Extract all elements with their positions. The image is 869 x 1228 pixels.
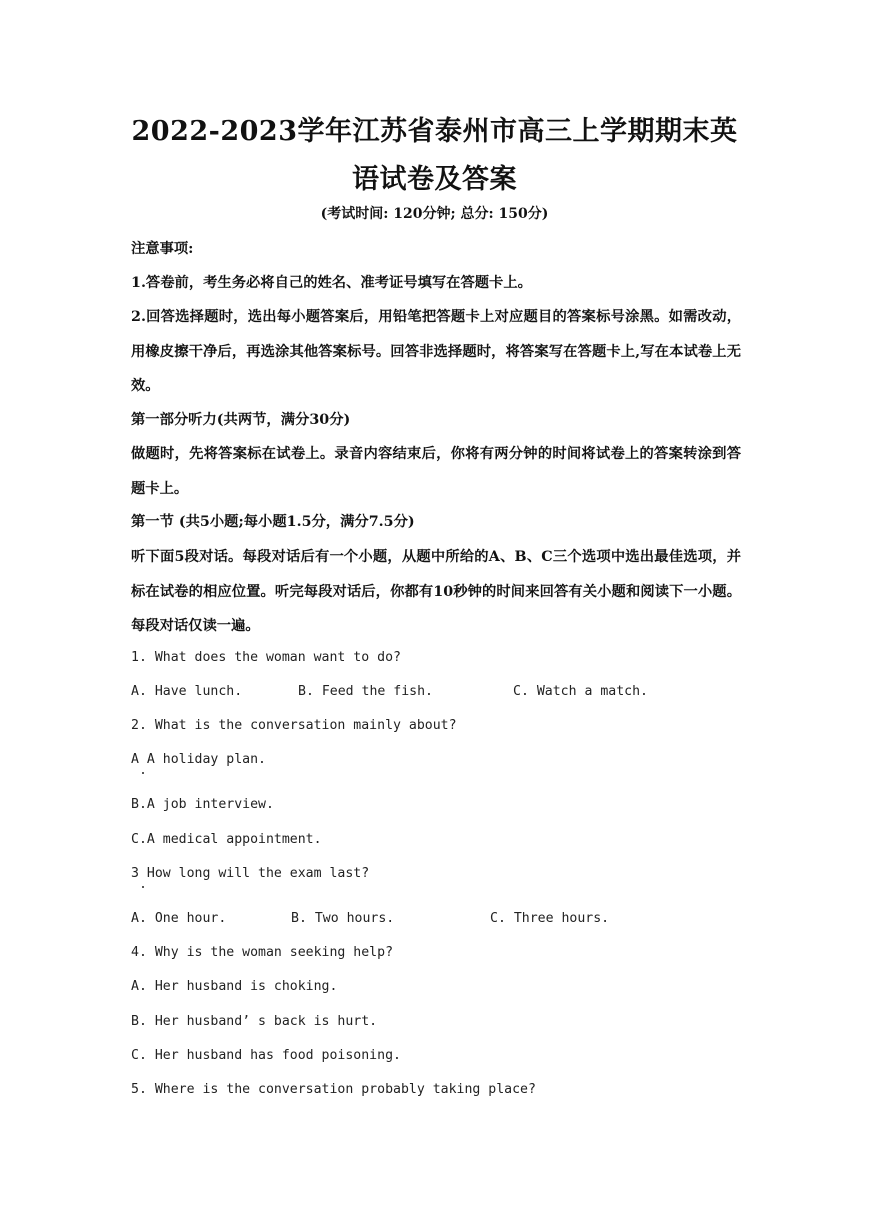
option-a: A. One hour. — [131, 911, 227, 926]
option-a: A. Have lunch. — [131, 684, 243, 699]
part1-heading: 第一部分听力(共两节，满分30分) — [131, 412, 351, 428]
option-c: C. Three hours. — [490, 911, 610, 926]
question-2-option-a: A A holiday plan. — [131, 752, 266, 767]
question-4-option-b: B. Her husband’ s back is hurt. — [131, 1014, 378, 1029]
option-b: B. Feed the fish. — [298, 684, 433, 699]
option-b: B. Two hours. — [291, 911, 395, 926]
document-title: 2022-2023学年江苏省泰州市高三上学期期末英语试卷及答案 — [131, 116, 738, 195]
question-2-option-b: B.A job interview. — [131, 797, 274, 812]
question-4-option-a: A. Her husband is choking. — [131, 979, 338, 994]
question-1-stem: 1. What does the woman want to do? — [131, 650, 401, 665]
section1-heading: 第一节 (共5小题;每小题1.5分，满分7.5分) — [131, 514, 415, 530]
exam-duration-and-score: (考试时间: 120分钟; 总分: 150分) — [320, 206, 549, 222]
stray-dot-mark — [142, 886, 144, 888]
note-1: 1.答卷前，考生务必将自己的姓名、准考证号填写在答题卡上。 — [131, 275, 532, 291]
notes-heading: 注意事项: — [131, 241, 194, 257]
question-3-stem: 3 How long will the exam last? — [131, 866, 370, 881]
question-4-stem: 4. Why is the woman seeking help? — [131, 945, 394, 960]
option-c: C. Watch a match. — [513, 684, 648, 699]
stray-dot-mark — [142, 772, 144, 774]
part1-instructions: 做题时，先将答案标在试卷上。录音内容结束后，你将有两分钟的时间将试卷上的答案转涂到答题卡上。 — [131, 446, 741, 497]
question-2-option-c: C.A medical appointment. — [131, 832, 322, 847]
question-5-stem: 5. Where is the conversation probably taking place? — [131, 1082, 536, 1097]
note-2: 2.回答选择题时，选出每小题答案后，用铅笔把答题卡上对应题目的答案标号涂黑。如需改动，用橡皮擦干净后，再选涂其他答案标号。回答非选择题时，将答案写在答题卡上,写在本试卷上无效。 — [131, 309, 741, 394]
question-2-stem: 2. What is the conversation mainly about? — [131, 718, 457, 733]
section1-instructions: 听下面5段对话。每段对话后有一个小题，从题中所给的A、B、C三个选项中选出最佳选项，并标在试卷的相应位置。听完每段对话后，你都有10秒钟的时间来回答有关小题和阅读下一小题。每段对话仅读一遍。 — [131, 549, 741, 634]
question-4-option-c: C. Her husband has food poisoning. — [131, 1048, 401, 1063]
